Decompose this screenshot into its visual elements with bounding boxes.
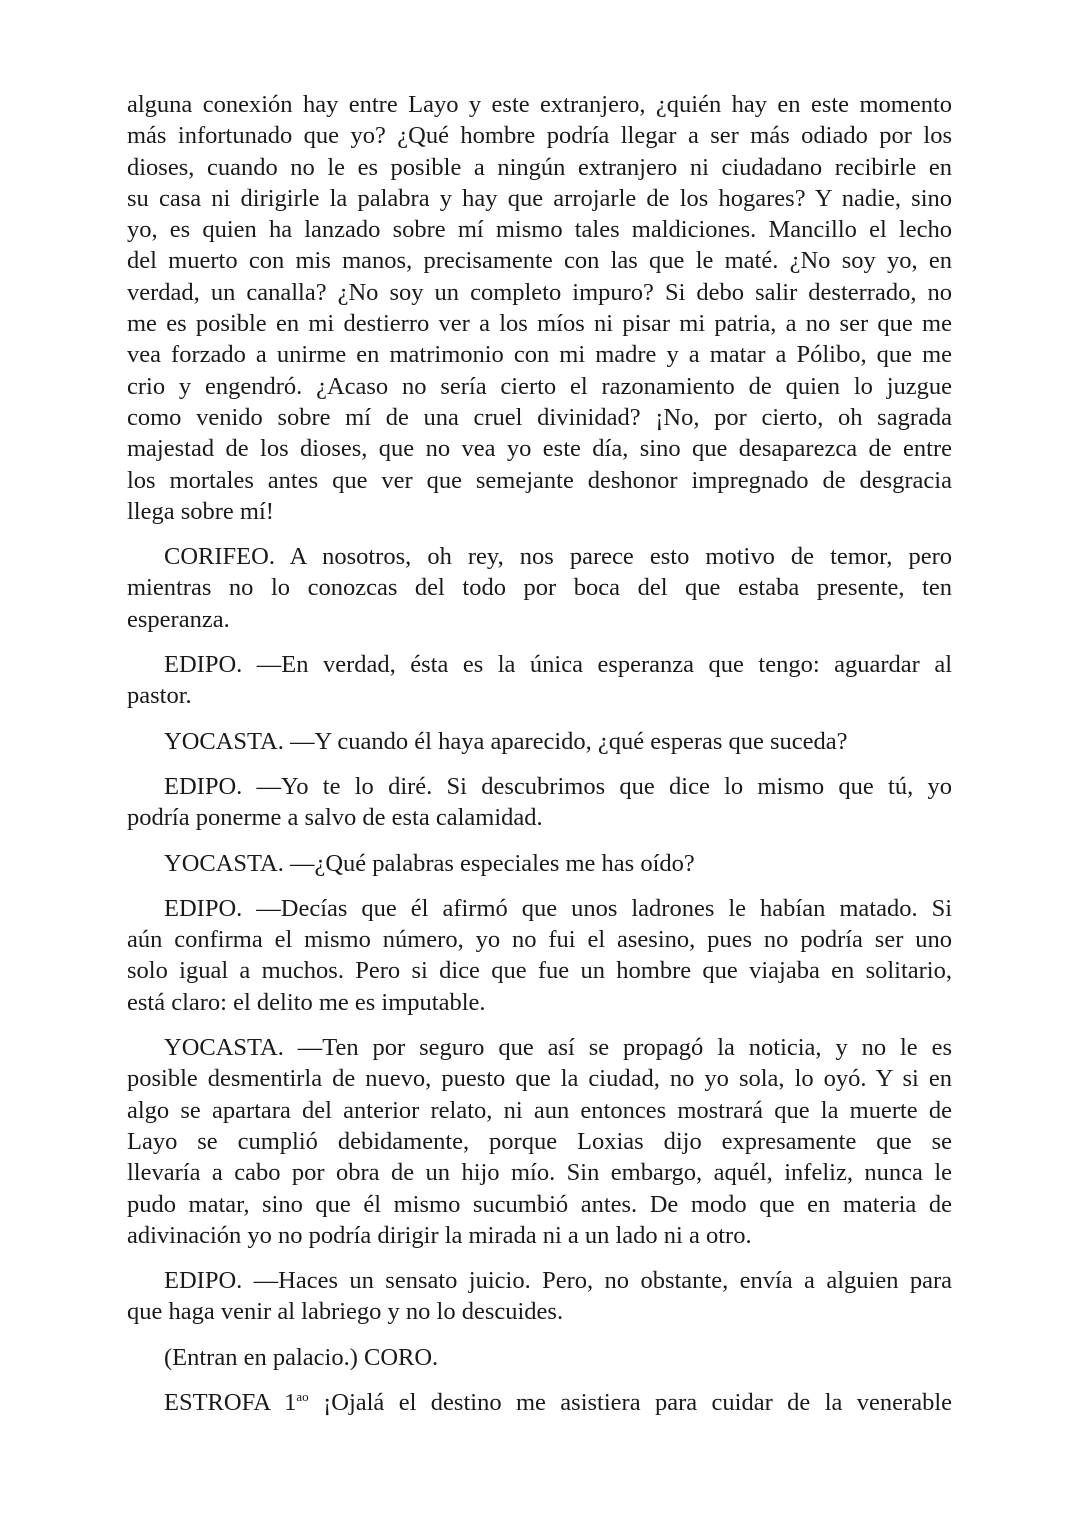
text-line: aún confirma el mismo número, yo no fui el asesino, pues no podría ser uno	[127, 926, 952, 954]
text-line: verdad, un canalla? ¿No soy un completo impuro? Si debo salir desterrado, no	[127, 278, 952, 306]
text-line: posible desmentirla de nuevo, puesto que la ciudad, no yo sola, lo oyó. Y si en	[127, 1065, 952, 1093]
paragraph-estrofa	[127, 1387, 952, 1418]
document-page	[127, 89, 952, 1432]
text-line: EDIPO. —Haces un sensato juicio. Pero, no obstante, envía a alguien para	[164, 1267, 952, 1295]
superscript: ao	[296, 1388, 309, 1404]
paragraph	[127, 771, 952, 834]
text-line: podría ponerme a salvo de esta calamidad.	[127, 804, 543, 832]
text-line: dioses, cuando no le es posible a ningún extranjero ni ciudadano recibirle en	[127, 153, 952, 181]
estrofa-label: ESTROFA 1	[164, 1388, 297, 1416]
text-line: adivinación yo no podría dirigir la mirada ni a un lado ni a otro.	[127, 1221, 752, 1249]
text-line: llevaría a cabo por obra de un hijo mío. Sin embargo, aquél, infeliz, nunca le	[127, 1159, 952, 1187]
text-line: YOCASTA. —¿Qué palabras especiales me has oído?	[164, 849, 695, 877]
text-line: EDIPO. —En verdad, ésta es la única esperanza que tengo: aguardar al	[164, 651, 952, 679]
text-line: crio y engendró. ¿Acaso no sería cierto el razonamiento de quien lo juzgue	[127, 372, 952, 400]
text-line: (Entran en palacio.) CORO.	[164, 1343, 439, 1371]
text-line: alguna conexión hay entre Layo y este extranjero, ¿quién hay en este momento	[127, 91, 952, 118]
text-line: me es posible en mi destierro ver a los míos ni pisar mi patria, a no ser que me	[127, 310, 952, 338]
text-span: ¡Ojalá el destino me asistiera para cuidar de la venerable	[308, 1388, 952, 1416]
text-line: Layo se cumplió debidamente, porque Loxias dijo expresamente que se	[127, 1127, 952, 1155]
text-line: mientras no lo conozcas del todo por boca del que estaba presente, ten	[127, 574, 952, 602]
text-line	[127, 1387, 952, 1418]
text-line: su casa ni dirigirle la palabra y hay que arrojarle de los hogares? Y nadie, sino	[127, 184, 952, 212]
text-line: YOCASTA. —Ten por seguro que así se propagó la noticia, y no le es	[164, 1034, 952, 1062]
text-line: pastor.	[127, 682, 192, 710]
text-line: más infortunado que yo? ¿Qué hombre podría llegar a ser más odiado por los	[127, 122, 952, 150]
text-line: pudo matar, sino que él mismo sucumbió antes. De modo que en materia de	[127, 1190, 952, 1218]
text-line: algo se apartara del anterior relato, ni aun entonces mostrará que la muerte de	[127, 1096, 952, 1124]
paragraph	[127, 848, 952, 879]
text-line: YOCASTA. —Y cuando él haya aparecido, ¿qué esperas que suceda?	[164, 727, 848, 755]
paragraph	[127, 89, 952, 527]
text-line: llega sobre mí!	[127, 497, 274, 525]
paragraph	[127, 1032, 952, 1251]
text-line: está claro: el delito me es imputable.	[127, 988, 486, 1016]
text-line: CORIFEO. A nosotros, oh rey, nos parece esto motivo de temor, pero	[164, 543, 952, 571]
text-line: como venido sobre mí de una cruel divinidad? ¡No, por cierto, oh sagrada	[127, 403, 952, 431]
paragraph	[127, 1342, 952, 1373]
text-line: los mortales antes que ver que semejante deshonor impregnado de desgracia	[127, 466, 952, 494]
paragraph	[127, 893, 952, 1018]
text-line: vea forzado a unirme en matrimonio con mi madre y a matar a Pólibo, que me	[127, 341, 952, 369]
text-line: esperanza.	[127, 605, 230, 633]
paragraph	[127, 1265, 952, 1328]
text-line: yo, es quien ha lanzado sobre mí mismo tales maldiciones. Mancillo el lecho	[127, 216, 952, 244]
paragraph	[127, 649, 952, 712]
text-line: EDIPO. —Yo te lo diré. Si descubrimos que dice lo mismo que tú, yo	[164, 772, 952, 800]
text-line: del muerto con mis manos, precisamente con las que le maté. ¿No soy yo, en	[127, 247, 952, 275]
text-line: que haga venir al labriego y no lo descuides.	[127, 1298, 564, 1326]
text-line: majestad de los dioses, que no vea yo este día, sino que desaparezca de entre	[127, 435, 952, 463]
text-line: EDIPO. —Decías que él afirmó que unos ladrones le habían matado. Si	[164, 894, 952, 922]
paragraph	[127, 541, 952, 635]
text-line: solo igual a muchos. Pero si dice que fue un hombre que viajaba en solitario,	[127, 957, 952, 985]
paragraph	[127, 726, 952, 757]
